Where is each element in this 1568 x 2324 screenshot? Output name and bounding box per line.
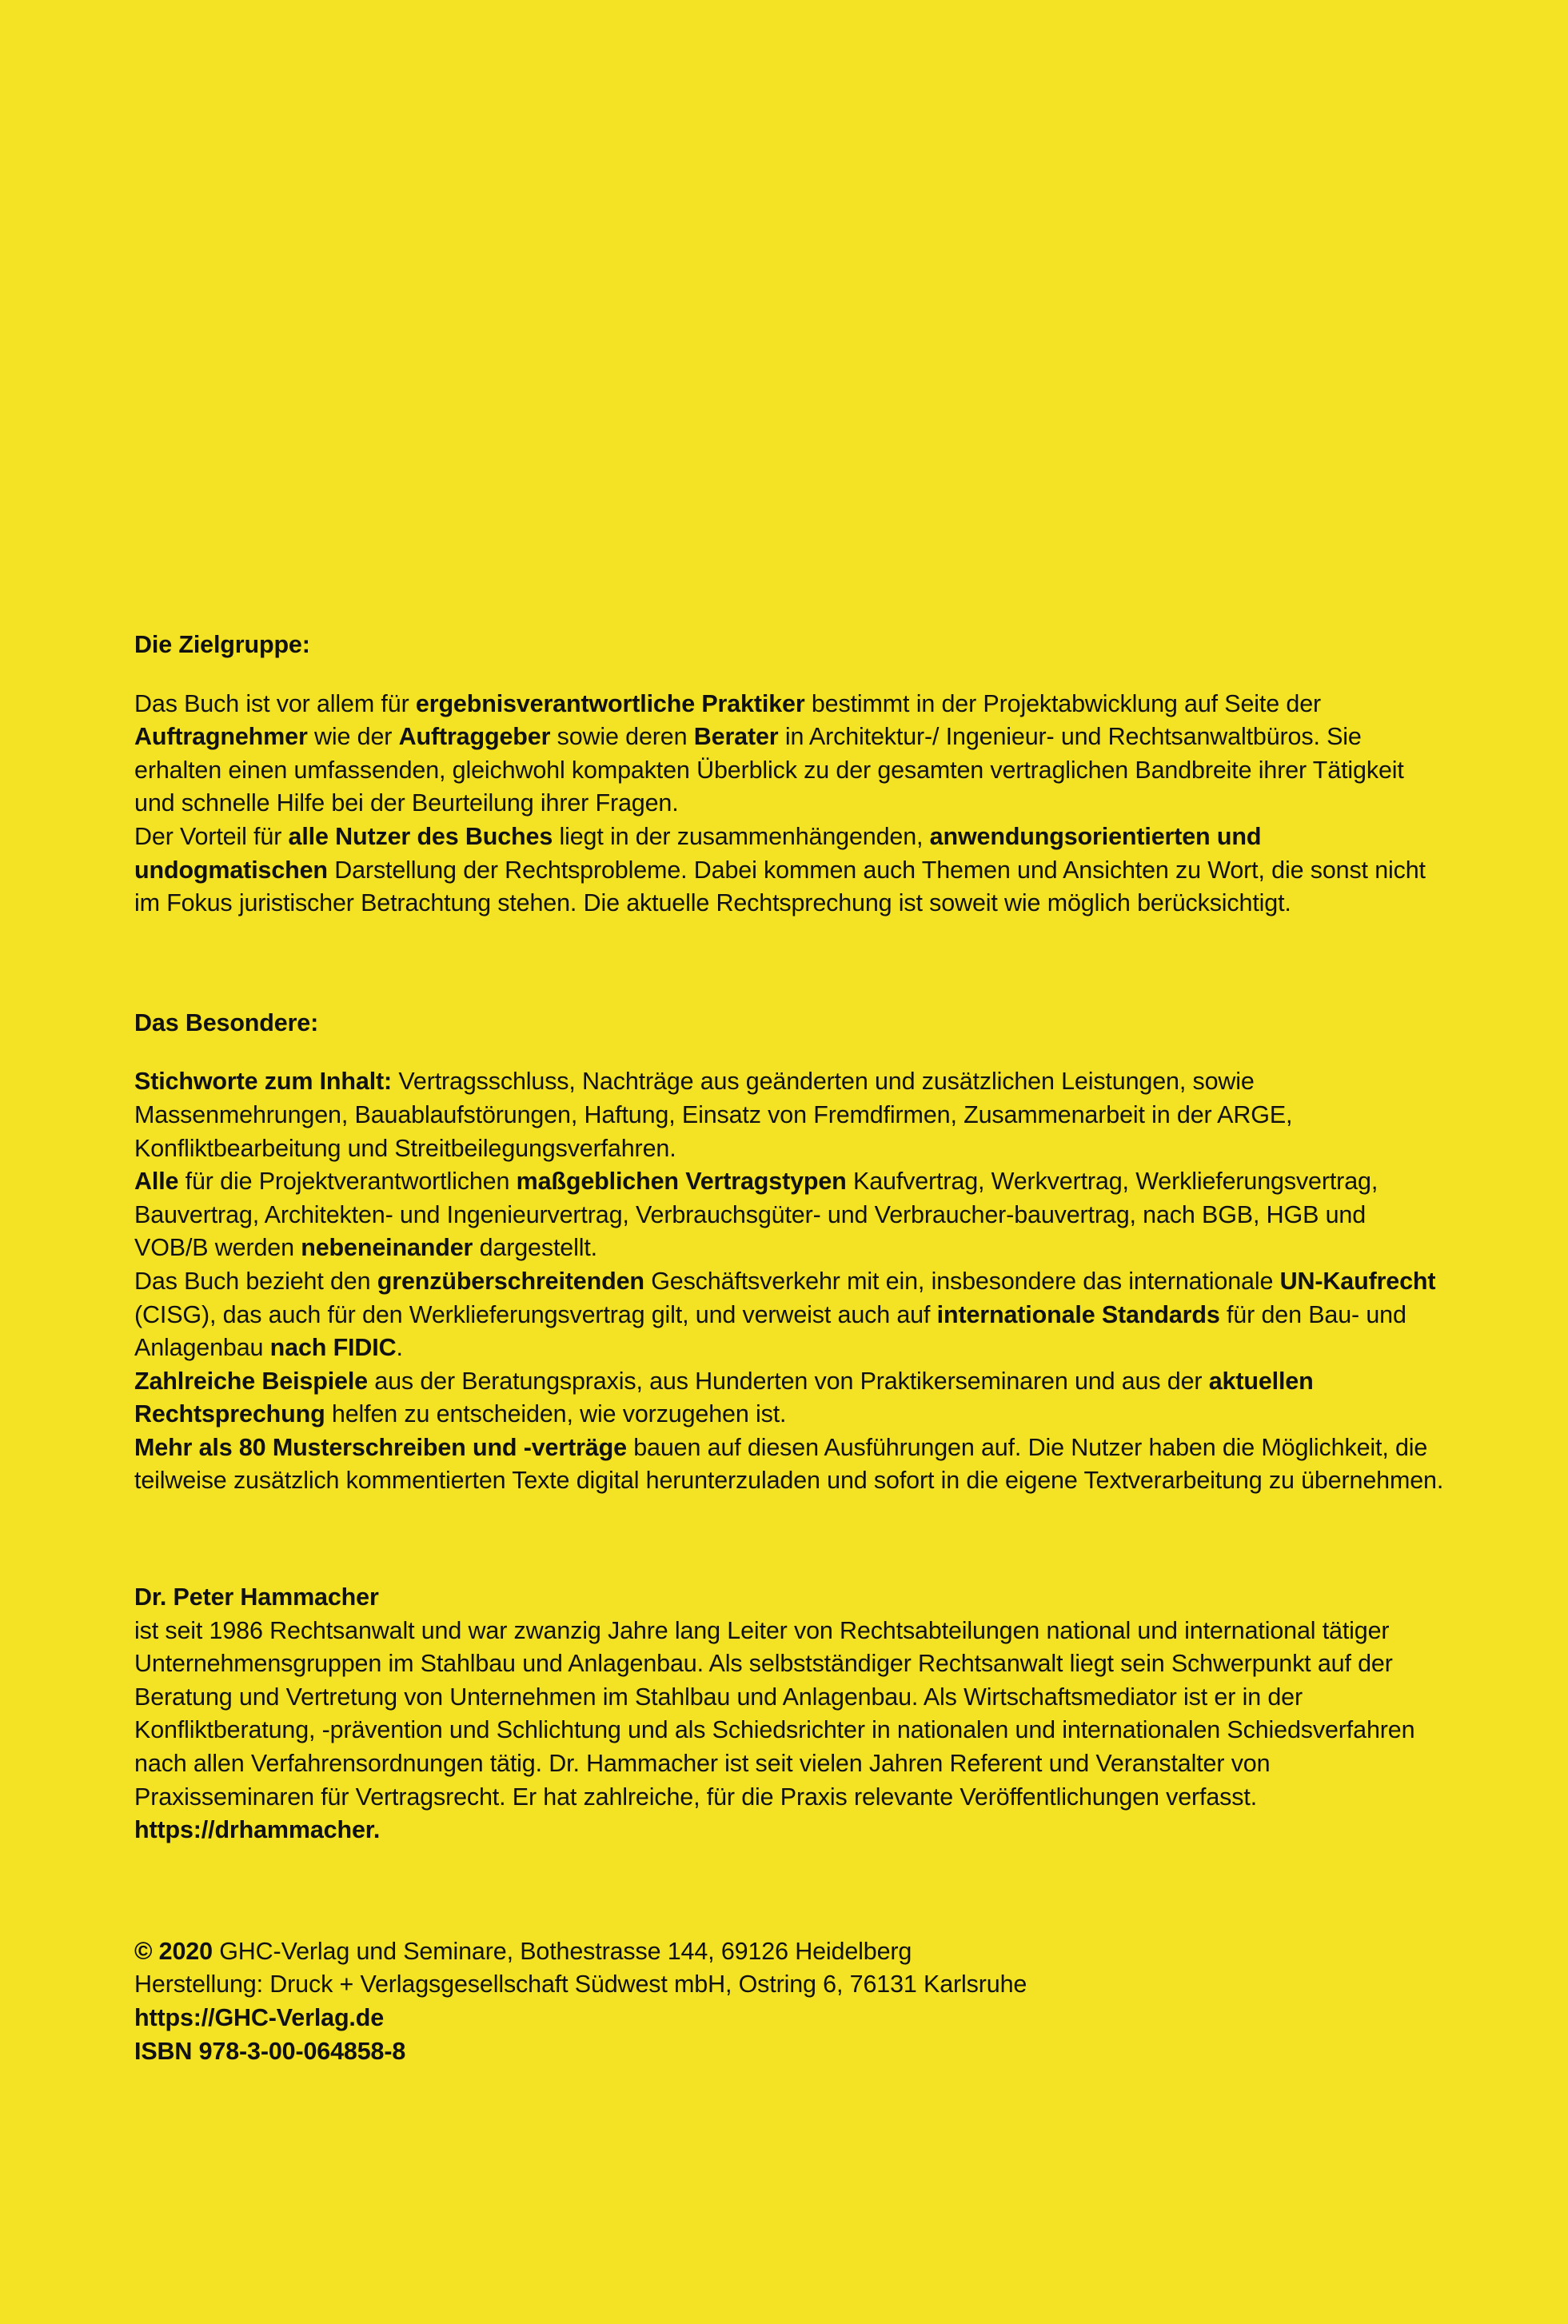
besondere-paragraph-2: Alle für die Projektverantwortlichen maßgeblichen Vertragstypen Kaufvertrag, Werkvertrag, Werklieferungsvertrag, Bauvertrag, Architekten- und Ingenieurvertrag, Verbrauchsgüter- und Verbraucher-bauvertrag, nach BGB, HGB und VOB/B werden nebeneinander dargestellt. xyxy=(134,1168,1378,1262)
besondere-paragraph-3: Das Buch bezieht den grenzüberschreitenden Geschäftsverkehr mit ein, insbesondere das internationale UN-Kaufrecht (CISG), das auch für den Werklieferungsvertrag gilt, und verweist auch auf internationale Standards für den Bau- und Anlagenbau nach FIDIC. xyxy=(134,1267,1436,1362)
besondere-paragraph-5: Mehr als 80 Musterschreiben und -verträge bauen auf diesen Ausführungen auf. Die Nutzer haben die Möglichkeit, die teilweise zusätzlich kommentierten Texte digital herunterzuladen und sofort in die eigene Textverarbeitung zu übernehmen. xyxy=(134,1433,1444,1495)
besondere-heading: Das Besondere: xyxy=(134,1008,319,1036)
besondere-paragraph-1: Stichworte zum Inhalt: Vertragsschluss, Nachträge aus geänderten und zusätzlichen Leistungen, sowie Massenmehrungen, Bauablaufstörungen, Haftung, Einsatz von Fremdfirmen, Zusammenarbeit in der ARGE, Konfliktbearbeitung und Streitbeilegungsverfahren. xyxy=(134,1068,1293,1162)
author-name: Dr. Peter Hammacher xyxy=(134,1583,379,1611)
imprint-production: Herstellung: Druck + Verlagsgesellschaft Südwest mbH, Ostring 6, 76131 Karlsruhe xyxy=(134,1971,1027,1999)
isbn: ISBN 978-3-00-064858-8 xyxy=(134,2037,406,2065)
zielgruppe-paragraph-1: Das Buch ist vor allem für ergebnisverantwortliche Praktiker bestimmt in der Projektabwicklung auf Seite der Auftragnehmer wie der Auftraggeber sowie deren Berater in Architektur-/ Ingenieur- und Rechtsanwaltbüros. Sie erhalten einen umfassenden, gleichwohl kompakten Überblick zu der gesamten vertraglichen Bandbreite ihrer Tätigkeit und schnelle Hilfe bei der Beurteilung ihrer Fragen. xyxy=(134,689,1404,817)
back-cover-text xyxy=(134,629,1446,2068)
imprint-copyright: © 2020 GHC-Verlag und Seminare, Bothestrasse 144, 69126 Heidelberg xyxy=(134,1937,912,1965)
publisher-website-link[interactable]: https://GHC-Verlag.de xyxy=(134,2004,385,2031)
author-bio: ist seit 1986 Rechtsanwalt und war zwanzig Jahre lang Leiter von Rechtsabteilungen national und international tätiger Unternehmensgruppen im Stahlbau und Anlagenbau. Als selbstständiger Rechtsanwalt liegt sein Schwerpunkt auf der Beratung und Vertretung von Unternehmen im Stahlbau und Anlagenbau. Als Wirtschaftsmediator ist er in der Konfliktberatung, -prävention und Schlichtung und als Schiedsrichter in nationalen und internationalen Schiedsverfahren nach allen Verfahrensordnungen tätig. Dr. Hammacher ist seit vielen Jahren Referent und Veranstalter von Praxisseminaren für Vertragsrecht. Er hat zahlreiche, für die Praxis relevante Veröffentlichungen verfasst. xyxy=(134,1616,1415,1811)
zielgruppe-heading: Die Zielgruppe: xyxy=(134,631,310,658)
author-website-link[interactable]: https://drhammacher. xyxy=(134,1816,381,1844)
besondere-paragraph-4: Zahlreiche Beispiele aus der Beratungspraxis, aus Hunderten von Praktikerseminaren und aus der aktuellen Rechtsprechung helfen zu entscheiden, wie vorzugehen ist. xyxy=(134,1367,1314,1428)
zielgruppe-paragraph-2: Der Vorteil für alle Nutzer des Buches liegt in der zusammenhängenden, anwendungsorientierten und undogmatischen Darstellung der Rechtsprobleme. Dabei kommen auch Themen und Ansichten zu Wort, die sonst nicht im Fokus juristischer Betrachtung stehen. Die aktuelle Rechtsprechung ist soweit wie möglich berücksichtigt. xyxy=(134,822,1426,917)
